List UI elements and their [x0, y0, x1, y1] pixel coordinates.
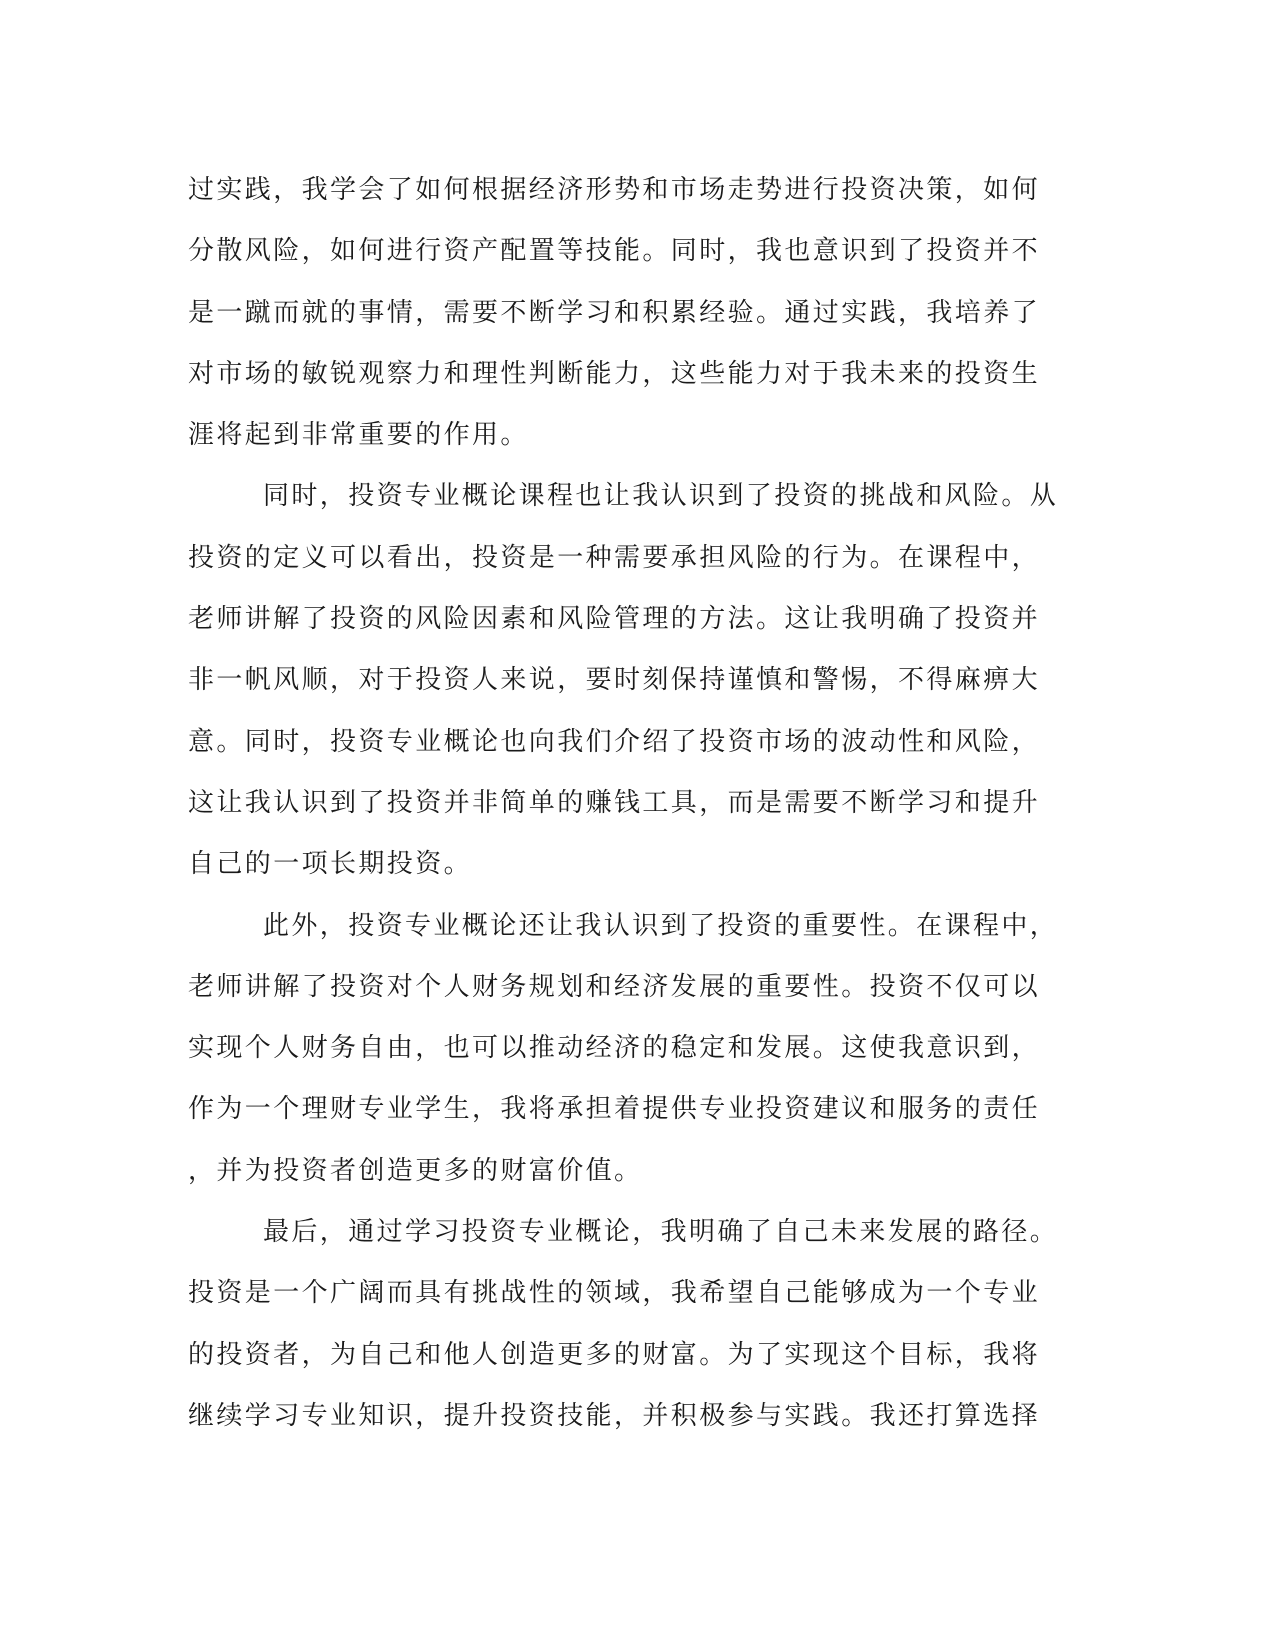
- text-line: 自己的一项长期投资。: [188, 849, 473, 880]
- text-line: 投资是一个广阔而具有挑战性的领域，我希望自己能够成为一个专业: [188, 1278, 1041, 1309]
- text-line: 是一蹴而就的事情，需要不断学习和积累经验。通过实践，我培养了: [188, 297, 1041, 328]
- paragraph-1: [188, 160, 1088, 466]
- text-line: 分散风险，如何进行资产配置等技能。同时，我也意识到了投资并不: [188, 236, 1041, 267]
- document-body: [188, 160, 1088, 1447]
- text-line: 的投资者，为自己和他人创造更多的财富。为了实现这个目标，我将: [188, 1339, 1041, 1370]
- paragraph-2: [188, 466, 1088, 895]
- text-line: 对市场的敏锐观察力和理性判断能力，这些能力对于我未来的投资生: [188, 358, 1041, 389]
- text-line: 作为一个理财专业学生，我将承担着提供专业投资建议和服务的责任: [188, 1094, 1041, 1125]
- text-line: 这让我认识到了投资并非简单的赚钱工具，而是需要不断学习和提升: [188, 787, 1041, 818]
- text-line: 非一帆风顺，对于投资人来说，要时刻保持谨慎和警惕，不得麻痹大: [188, 665, 1041, 696]
- text-line: 过实践，我学会了如何根据经济形势和市场走势进行投资决策，如何: [188, 175, 1041, 205]
- text-line: 投资的定义可以看出，投资是一种需要承担风险的行为。在课程中，: [188, 542, 1041, 573]
- text-line: 老师讲解了投资的风险因素和风险管理的方法。这让我明确了投资并: [188, 604, 1041, 635]
- text-line: ，并为投资者创造更多的财富价值。: [188, 1155, 643, 1186]
- text-line: 涯将起到非常重要的作用。: [188, 420, 529, 451]
- text-line: 意。同时，投资专业概论也向我们介绍了投资市场的波动性和风险，: [188, 726, 1041, 757]
- text-line: 同时，投资专业概论课程也让我认识到了投资的挑战和风险。从: [263, 481, 1059, 512]
- text-line: 此外，投资专业概论还让我认识到了投资的重要性。在课程中，: [263, 910, 1059, 941]
- text-line: 最后，通过学习投资专业概论，我明确了自己未来发展的路径。: [263, 1217, 1059, 1248]
- paragraph-3: [188, 896, 1088, 1202]
- text-line: 继续学习专业知识，提升投资技能，并积极参与实践。我还打算选择: [188, 1400, 1041, 1431]
- paragraph-4: [188, 1202, 1088, 1447]
- text-line: 老师讲解了投资对个人财务规划和经济发展的重要性。投资不仅可以: [188, 971, 1041, 1002]
- text-line: 实现个人财务自由，也可以推动经济的稳定和发展。这使我意识到，: [188, 1033, 1041, 1064]
